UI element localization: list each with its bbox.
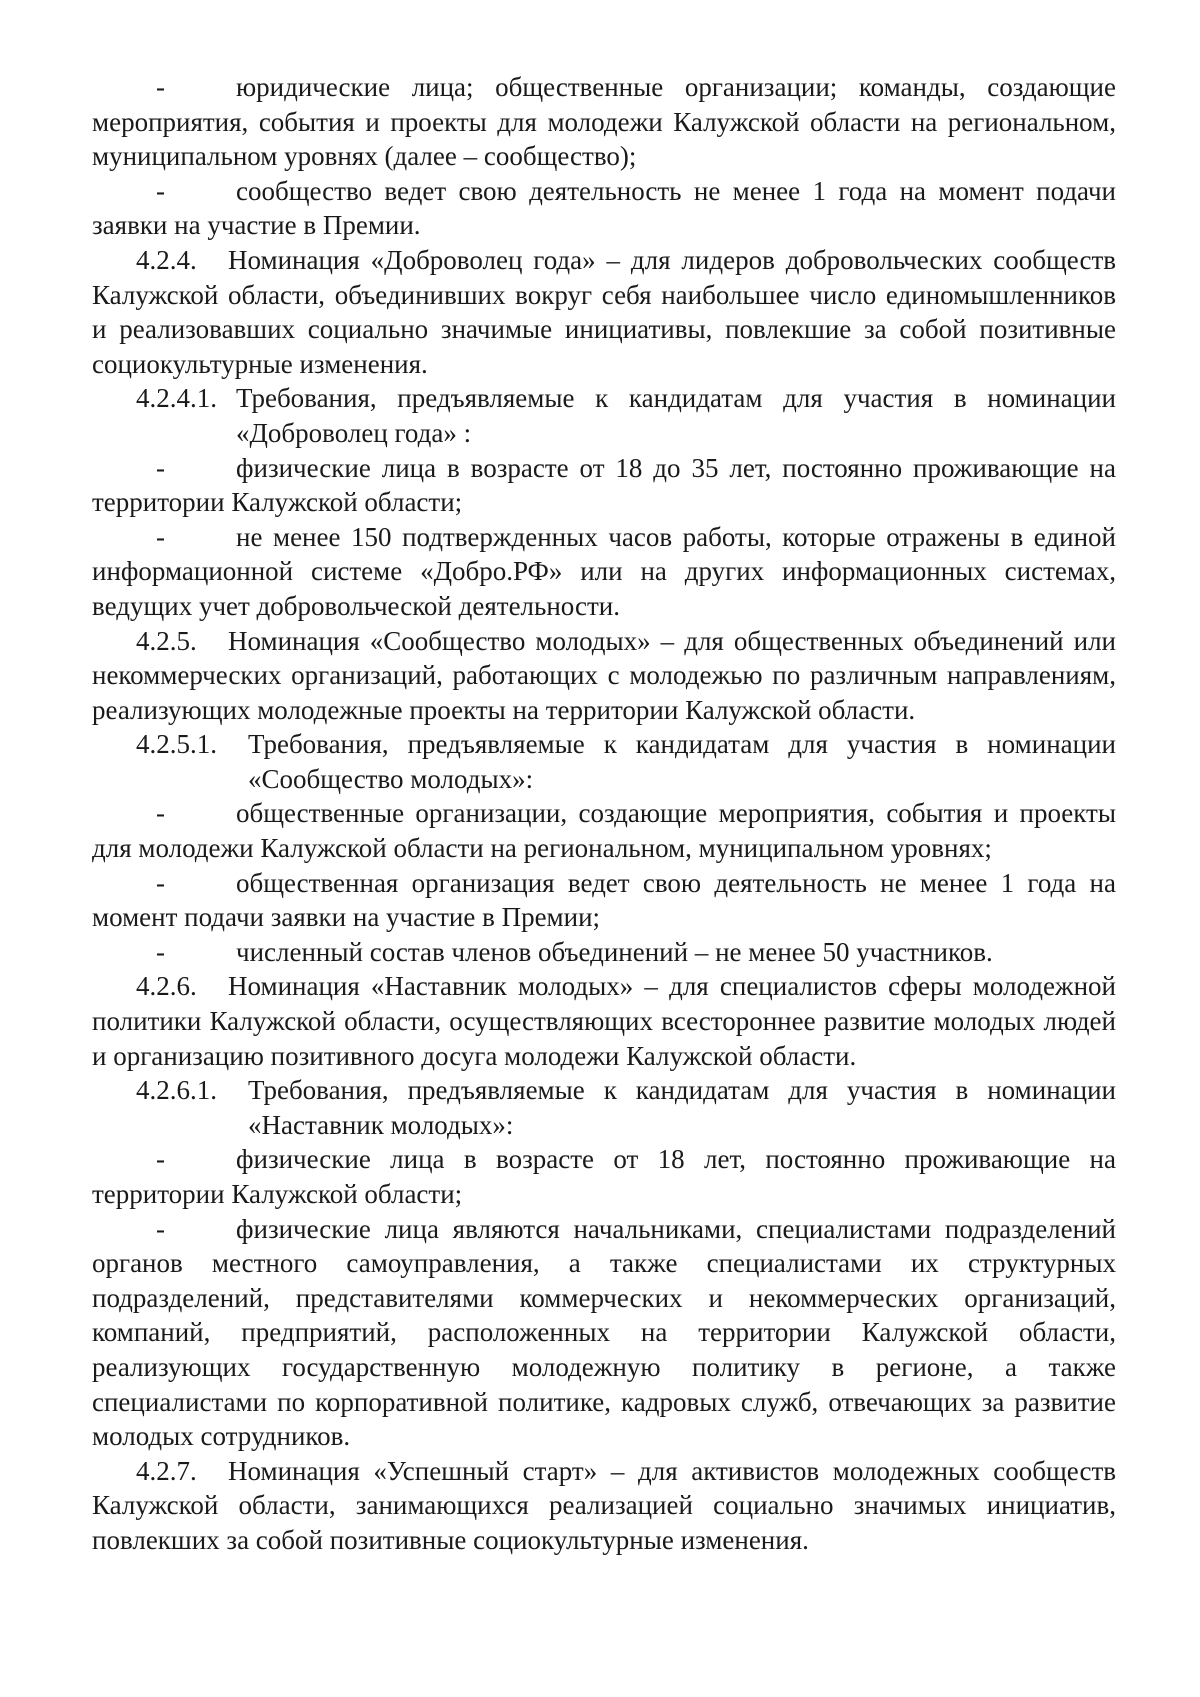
sub-clause xyxy=(92,381,1116,450)
bullet-text: численный состав членов объединений – не менее 50 участников. xyxy=(236,936,993,967)
sub-clause-text: Требования, предъявляемые к кандидатам для участия в номинации «Доброволец года» : xyxy=(236,383,1116,448)
bullet-item xyxy=(92,174,1116,243)
bullet-dash: - xyxy=(156,175,165,206)
numbered-clause xyxy=(92,243,1116,381)
bullet-dash: - xyxy=(156,72,165,102)
bullet-text: общественные организации, создающие мероприятия, события и проекты для молодежи Калужской области на региональном, муниципальном уровнях; xyxy=(92,798,1116,864)
sub-clause xyxy=(92,1073,1116,1142)
bullet-dash: - xyxy=(156,521,165,552)
bullet-text: физические лица в возрасте от 18 лет, постоянно проживающие на территории Калужской области; xyxy=(92,1144,1116,1209)
bullet-item xyxy=(92,1142,1116,1211)
sub-clause-number: 4.2.4.1. xyxy=(136,383,217,414)
bullet-dash: - xyxy=(156,936,165,967)
bullet-dash: - xyxy=(156,798,165,829)
bullet-text: юридические лица; общественные организации; команды, создающие мероприятия, события и проекты для молодежи Калужской области на региональном, муниципальном уровнях (далее – сообщество); xyxy=(92,72,1116,172)
clause-text: Номинация «Наставник молодых» – для специалистов сферы молодежной политики Калужской области, осуществляющих всестороннее развитие молодых людей и организацию позитивного досуга молодежи Калужской области. xyxy=(92,971,1116,1071)
bullet-dash: - xyxy=(156,1144,165,1175)
bullet-text: физические лица в возрасте от 18 до 35 лет, постоянно проживающие на территории Калужской области; xyxy=(92,452,1116,518)
sub-clause-number: 4.2.5.1. xyxy=(136,729,217,760)
sub-clause-text: Требования, предъявляемые к кандидатам для участия в номинации «Сообщество молодых»: xyxy=(248,729,1116,794)
bullet-item xyxy=(92,796,1116,865)
clause-text: Номинация «Успешный старт» – для активистов молодежных сообществ Калужской области, занимающихся реализацией социально значимых инициатив, повлекших за собой позитивные социокультурные изменения. xyxy=(92,1455,1116,1555)
bullet-item xyxy=(92,935,1116,970)
clause-text: Номинация «Доброволец года» – для лидеров добровольческих сообществ Калужской области, объединивших вокруг себя наибольшее число единомышленников и реализовавших социально значимые инициативы, повлекшие за собой позитивные социокультурные изменения. xyxy=(92,244,1116,379)
bullet-text: не менее 150 подтвержденных часов работы, которые отражены в единой информационной системе «Добро.РФ» или на других информационных системах, ведущих учет добровольческой деятельности. xyxy=(92,521,1116,621)
numbered-clause xyxy=(92,624,1116,728)
bullet-item xyxy=(92,70,1116,174)
numbered-clause xyxy=(92,1454,1116,1558)
sub-clause-number: 4.2.6.1. xyxy=(136,1075,217,1106)
bullet-item xyxy=(92,520,1116,624)
clause-number: 4.2.6. xyxy=(136,971,197,1002)
bullet-item xyxy=(92,866,1116,935)
clause-number: 4.2.5. xyxy=(136,625,197,656)
clause-number: 4.2.7. xyxy=(136,1455,197,1486)
clause-number: 4.2.4. xyxy=(136,244,197,275)
document-page xyxy=(92,70,1116,1558)
sub-clause xyxy=(92,727,1116,796)
bullet-item xyxy=(92,1212,1116,1454)
bullet-dash: - xyxy=(156,867,165,898)
sub-clause-text: Требования, предъявляемые к кандидатам для участия в номинации «Наставник молодых»: xyxy=(248,1075,1116,1140)
clause-text: Номинация «Сообщество молодых» – для общественных объединений или некоммерческих организаций, работающих с молодежью по различным направлениям, реализующих молодежные проекты на территории Калужской области. xyxy=(92,625,1116,725)
bullet-text: общественная организация ведет свою деятельность не менее 1 года на момент подачи заявки на участие в Премии; xyxy=(92,867,1116,933)
bullet-text: сообщество ведет свою деятельность не менее 1 года на момент подачи заявки на участие в Премии. xyxy=(92,175,1116,241)
numbered-clause xyxy=(92,969,1116,1073)
bullet-item xyxy=(92,451,1116,520)
bullet-dash: - xyxy=(156,1213,165,1244)
bullet-dash: - xyxy=(156,452,165,483)
bullet-text: физические лица являются начальниками, специалистами подразделений органов местного самоуправления, а также специалистами их структурных подразделений, представителями коммерческих и некоммерческих организаций, компаний, предприятий, расположенных на территории Калужской области, реализующих государственную молодежную политику в регионе, а также специалистами по корпоративной политике, кадровых служб, отвечающих за развитие молодых сотрудников. xyxy=(92,1213,1116,1452)
